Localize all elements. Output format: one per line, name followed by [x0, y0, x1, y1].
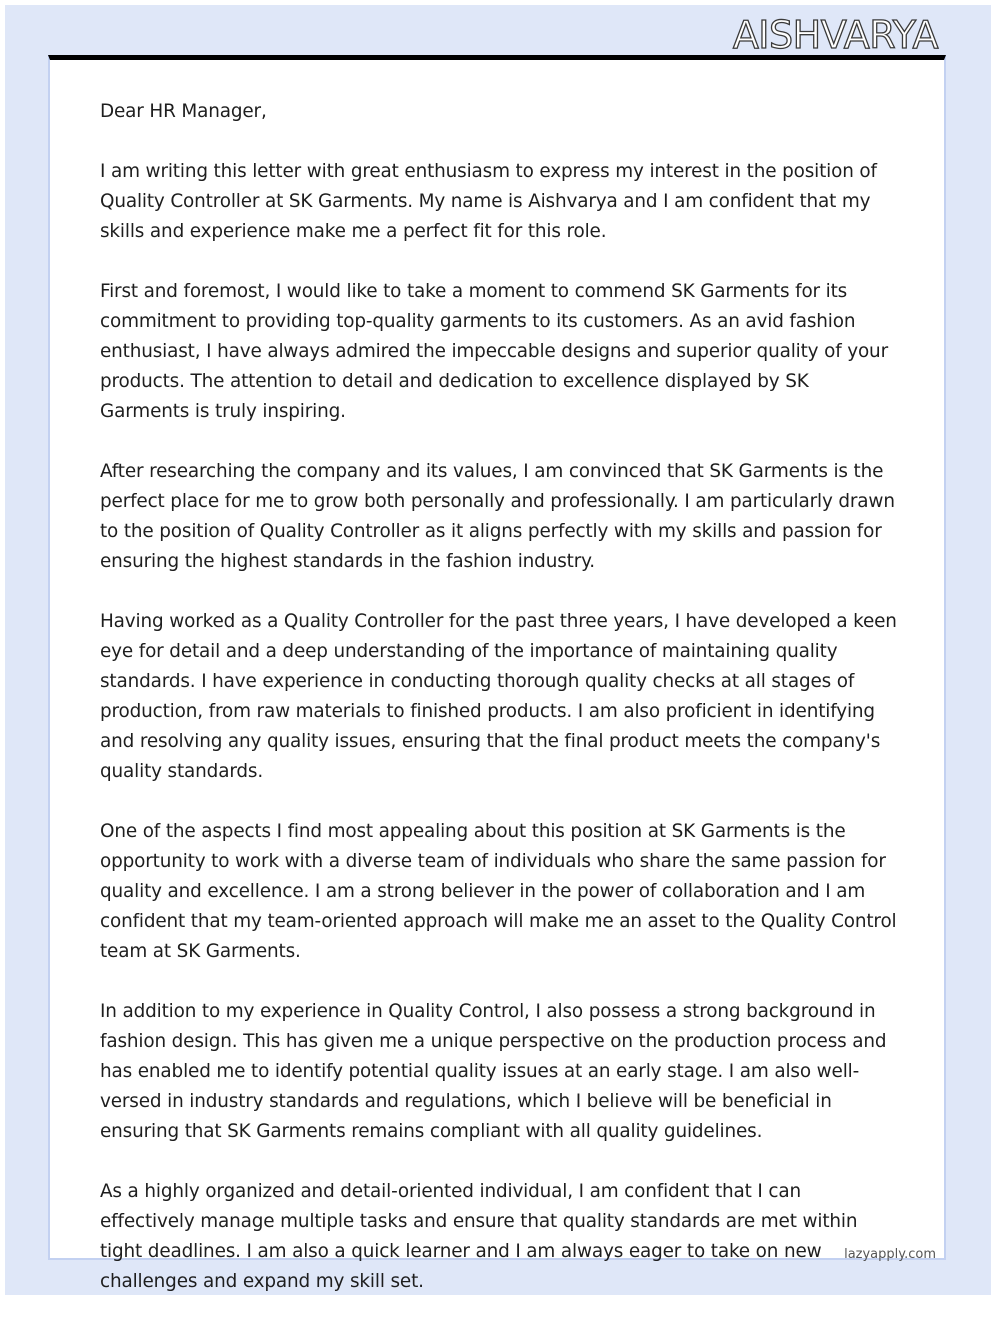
paragraph-4: Having worked as a Quality Controller for the past three years, I have developed a keen eye for detail and a deep understanding of the importance of maintaining quality standards. I have experience in conducting thorough quality checks at all stages of production, from raw materials to finished products. I am also proficient in identifying and resolving any quality issues, ensuring that the final product meets the company's quality standards. [100, 611, 897, 782]
paragraph-1: I am writing this letter with great enthusiasm to express my interest in the position of Quality Controller at SK Garments. My name is Aishvarya and I am confident that my skills and experience make me a perfect fit for this role. [100, 161, 877, 242]
watermark-text: lazyapply.com [844, 1247, 936, 1262]
paragraph-3: After researching the company and its values, I am convinced that SK Garments is the perfect place for me to grow both personally and professionally. I am particularly drawn to the position of Quality Controller as it aligns perfectly with my skills and passion for ensuring the highest standards in the fashion industry. [100, 461, 895, 572]
paragraph-2: First and foremost, I would like to take a moment to commend SK Garments for its commitment to providing top-quality garments to its customers. As an avid fashion enthusiast, I have always admired the impeccable designs and superior quality of your products. The attention to detail and dedication to excellence displayed by SK Garments is truly inspiring. [100, 281, 888, 422]
applicant-name-header: AISHVARYA [732, 13, 938, 57]
salutation: Dear HR Manager, [100, 101, 267, 122]
paragraph-6: In addition to my experience in Quality Control, I also possess a strong background in fashion design. This has given me a unique perspective on the production process and has enabled me to identify potential quality issues at an early stage. I am also well-versed in industry standards and regulations, which I believe will be beneficial in ensuring that SK Garments remains compliant with all quality guidelines. [100, 1001, 887, 1142]
cover-letter-body [100, 97, 900, 1327]
paragraph-5: One of the aspects I find most appealing about this position at SK Garments is the opportunity to work with a diverse team of individuals who share the same passion for quality and excellence. I am a strong believer in the power of collaboration and I am confident that my team-oriented approach will make me an asset to the Quality Control team at SK Garments. [100, 821, 897, 962]
paragraph-7: As a highly organized and detail-oriented individual, I am confident that I can effectively manage multiple tasks and ensure that quality standards are met within tight deadlines. I am also a quick learner and I am always eager to take on new challenges and expand my skill set. [100, 1181, 858, 1292]
